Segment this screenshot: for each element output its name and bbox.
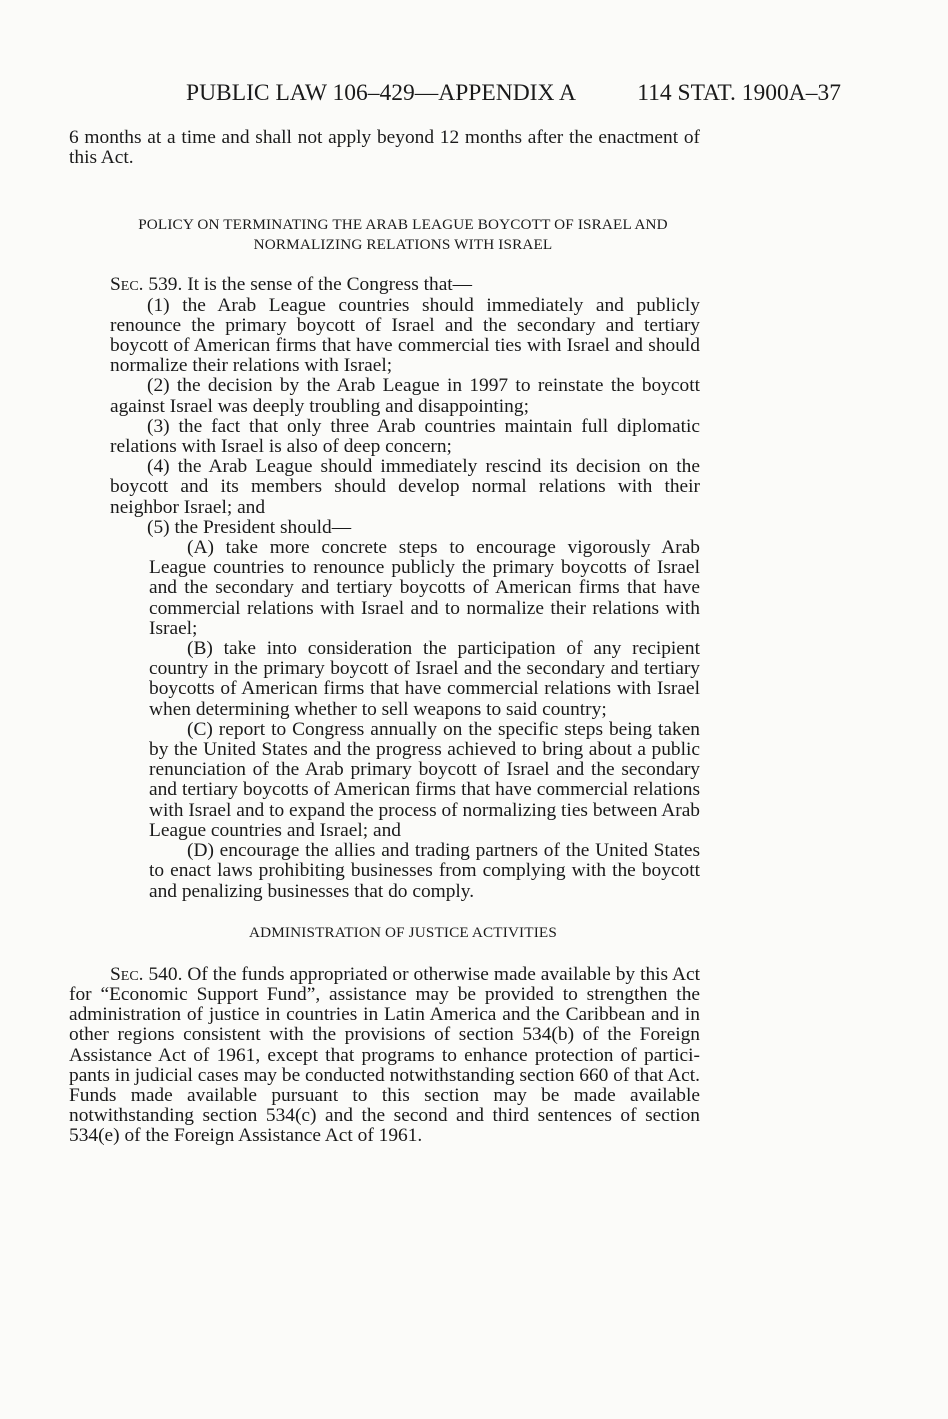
page-header (186, 78, 841, 108)
section-540-body: Of the funds appropriated or otherwise made available by this Act for “Economic Support Fund”, assistance may be provided to strengthen the administration of justice in countries in Latin America and the Caribbean and in other regions consistent with the provisions of section 534(b) of the Foreign Assistance Act of 1961, except that programs to enhance protection of participants in judicial cases may be conducted notwithstanding section 660 of that Act. Funds made available pursuant to this section may be made available notwithstanding section 534(c) and the second and third sentences of section 534(e) of the Foreign Assistance Act of 1961. (69, 963, 700, 1147)
section-539-heading-line-1: POLICY ON TERMINATING THE ARAB LEAGUE BOYCOTT OF ISRAEL AND (138, 216, 668, 234)
section-539-paragraph-3: (3) the fact that only three Arab countries maintain full diplomatic relations with Israel is also of deep concern; (110, 415, 700, 458)
section-540-label: Sec. (110, 963, 144, 985)
section-539-paragraph-4: (4) the Arab League should immediately rescind its decision on the boycott and its members should develop normal relations with their neighbor Israel; and (110, 456, 700, 518)
continuation-text: 6 months at a time and shall not apply beyond 12 months after the enactment of this Act. (69, 127, 700, 169)
statute-reference: 114 STAT. 1900A–37 (637, 80, 841, 106)
section-539-heading-line-2: NORMALIZING RELATIONS WITH ISRAEL (253, 236, 553, 254)
section-539-paragraph-2: (2) the decision by the Arab League in 1997 to reinstate the boycott against Israel was deeply troubling and disappointing; (110, 375, 700, 417)
section-539-intro (110, 275, 700, 295)
section-539-subparagraph-a: (A) take more concrete steps to encourage vigorously Arab League countries to renounce publicly the primary boycotts of Israel and the secondary and tertiary boycotts of American firms that have commercial relations with Israel and to normalize their relations with Israel; (149, 537, 700, 639)
running-head: PUBLIC LAW 106–429—APPENDIX A (186, 80, 577, 106)
section-540-text (69, 965, 700, 1147)
section-539-intro-text: It is the sense of the Congress that— (187, 274, 473, 296)
section-539-number: 539. (148, 274, 183, 296)
section-539-paragraph-5: (5) the President should— (147, 516, 352, 538)
section-539-subparagraph-b: (B) take into consideration the participation of any recipient country in the primary boycott of Israel and the secondary and tertiary boycotts of American firms that have commercial relations with Israel when determining whether to sell weapons to said country; (149, 638, 700, 720)
document-body (69, 127, 700, 1147)
section-539-subparagraph-d: (D) encourage the allies and trading partners of the United States to enact laws prohibiting businesses from complying with the boycott and penalizing businesses that do comply. (149, 840, 700, 902)
section-540-heading: ADMINISTRATION OF JUSTICE ACTIVITIES (249, 923, 557, 941)
section-539-subparagraph-c: (C) report to Congress annually on the specific steps being taken by the United States and the progress achieved to bring about a public renunciation of the Arab primary boycott of Israel and the secondary and tertiary boycotts of American firms that have commercial relations with Israel and to expand the process of normalizing ties between Arab League countries and Israel; and (149, 718, 700, 841)
section-540-number: 540. (148, 963, 183, 985)
section-539-heading (73, 215, 733, 255)
section-539-label: Sec. (110, 274, 144, 296)
section-539-paragraph-1: (1) the Arab League countries should immediately and publicly renounce the primary boycott of Israel and the secondary and tertiary boycott of American firms that have commercial ties with Israel and should normalize their relations with Israel; (110, 294, 700, 377)
